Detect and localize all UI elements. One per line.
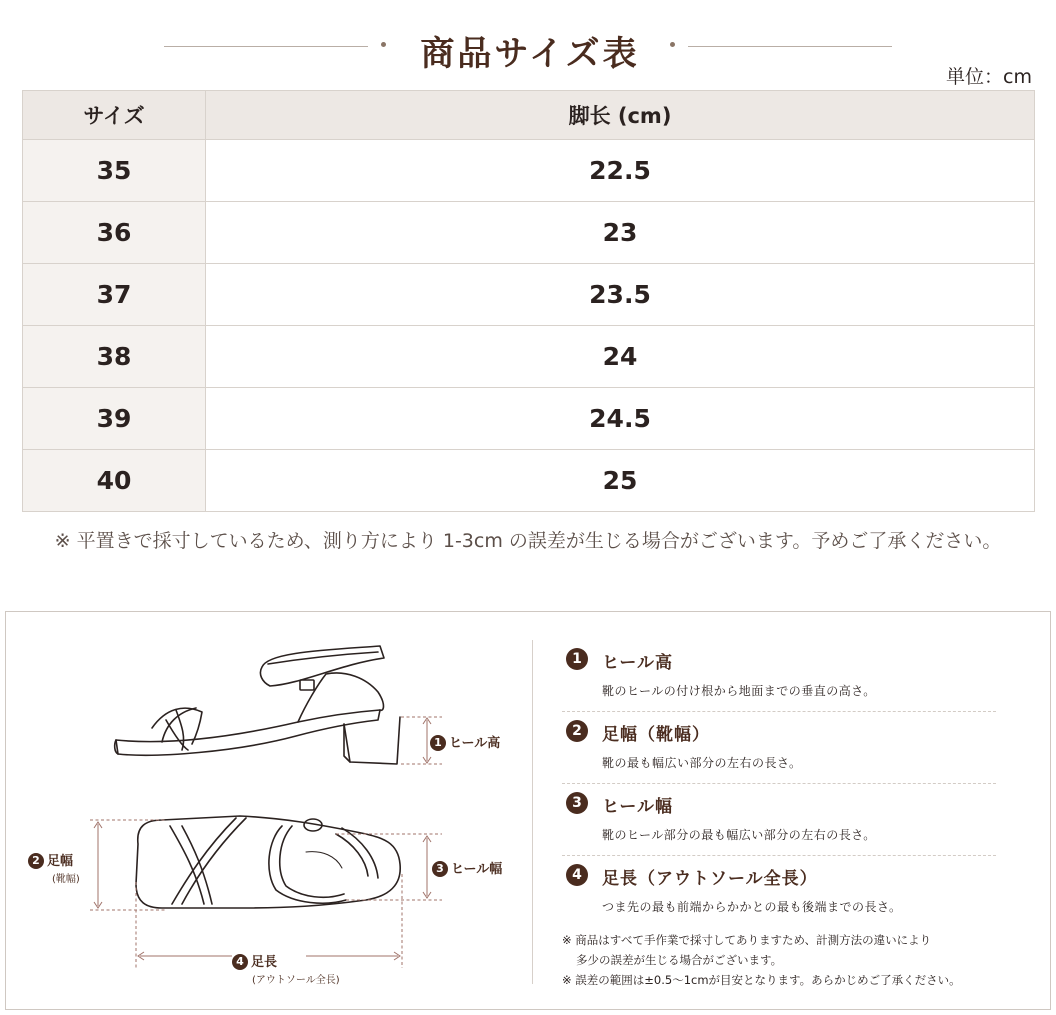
panel-note-line: 多少の誤差が生じる場合がございます。	[576, 953, 783, 967]
size-cell: 35	[23, 140, 206, 202]
title-dot-left	[381, 42, 386, 47]
column-header-size: サイズ	[23, 91, 206, 140]
length-cell: 22.5	[206, 140, 1035, 202]
table-row	[23, 326, 1035, 388]
definition-title: ヒール幅	[602, 797, 673, 817]
callout-foot-width	[28, 850, 73, 869]
sandal-side-view-illustration	[115, 646, 400, 764]
definition-title: ヒール高	[602, 653, 673, 673]
list-item	[562, 640, 1002, 712]
title-rule-right	[688, 46, 892, 47]
table-row	[23, 450, 1035, 512]
callout-foot-width-sub: (靴幅)	[52, 874, 80, 885]
callout-label: 足長	[251, 955, 278, 970]
callout-number: 3	[432, 861, 448, 877]
size-cell: 39	[23, 388, 206, 450]
length-cell: 24	[206, 326, 1035, 388]
length-cell: 25	[206, 450, 1035, 512]
measurement-guide-panel	[5, 611, 1051, 1010]
definition-number: 4	[566, 864, 588, 886]
length-cell: 24.5	[206, 388, 1035, 450]
sandal-top-view-illustration	[136, 816, 400, 908]
unit-label: 単位：cm	[946, 66, 1032, 88]
size-cell: 40	[23, 450, 206, 512]
callout-label: 足幅	[47, 854, 74, 869]
panel-note-line: ※ 誤差の範囲は±0.5〜1cmが目安となります。あらかじめご了承ください。	[562, 973, 961, 987]
callout-foot-length-sub: (アウトソール全長)	[252, 975, 340, 986]
callout-foot-length	[232, 951, 277, 970]
callout-heel-height	[430, 732, 500, 751]
definition-description: 靴の最も幅広い部分の左右の長さ。	[602, 756, 802, 770]
size-table	[22, 90, 1035, 512]
size-cell: 38	[23, 326, 206, 388]
title-rule-left	[164, 46, 368, 47]
definition-number: 3	[566, 792, 588, 814]
definition-list	[562, 640, 1002, 928]
title-row	[0, 22, 1056, 72]
callout-number: 1	[430, 735, 446, 751]
list-item	[562, 784, 1002, 856]
table-row	[23, 140, 1035, 202]
callout-label: ヒール高	[449, 736, 501, 751]
callout-number: 4	[232, 954, 248, 970]
title-dot-right	[670, 42, 675, 47]
definition-number: 2	[566, 720, 588, 742]
callout-label: ヒール幅	[451, 862, 503, 877]
definition-title: 足幅（靴幅）	[602, 725, 710, 745]
panel-divider	[532, 640, 533, 984]
definition-number: 1	[566, 648, 588, 670]
table-row	[23, 202, 1035, 264]
table-row	[23, 264, 1035, 326]
definition-description: 靴のヒールの付け根から地面までの垂直の高さ。	[602, 684, 876, 698]
definition-description: 靴のヒール部分の最も幅広い部分の左右の長さ。	[602, 828, 876, 842]
length-cell: 23	[206, 202, 1035, 264]
size-cell: 37	[23, 264, 206, 326]
column-header-foot-length: 脚长 (cm)	[206, 91, 1035, 140]
page-title: 商品サイズ表	[420, 34, 640, 74]
definition-description: つま先の最も前端からかかとの最も後端までの長さ。	[602, 900, 902, 914]
definition-title: 足長（アウトソール全長）	[602, 869, 818, 889]
measurement-note: ※ 平置きで採寸しているため、測り方により 1-3cm の誤差が生じる場合がございます。予めご了承ください。	[54, 530, 1002, 552]
list-item	[562, 712, 1002, 784]
panel-note-line: ※ 商品はすべて手作業で採寸してありますため、計測方法の違いにより	[562, 933, 932, 947]
length-cell: 23.5	[206, 264, 1035, 326]
callout-number: 2	[28, 853, 44, 869]
size-cell: 36	[23, 202, 206, 264]
list-item	[562, 856, 1002, 928]
callout-heel-width	[432, 858, 502, 877]
table-header-row	[23, 91, 1035, 140]
table-row	[23, 388, 1035, 450]
panel-notes	[562, 930, 1032, 990]
